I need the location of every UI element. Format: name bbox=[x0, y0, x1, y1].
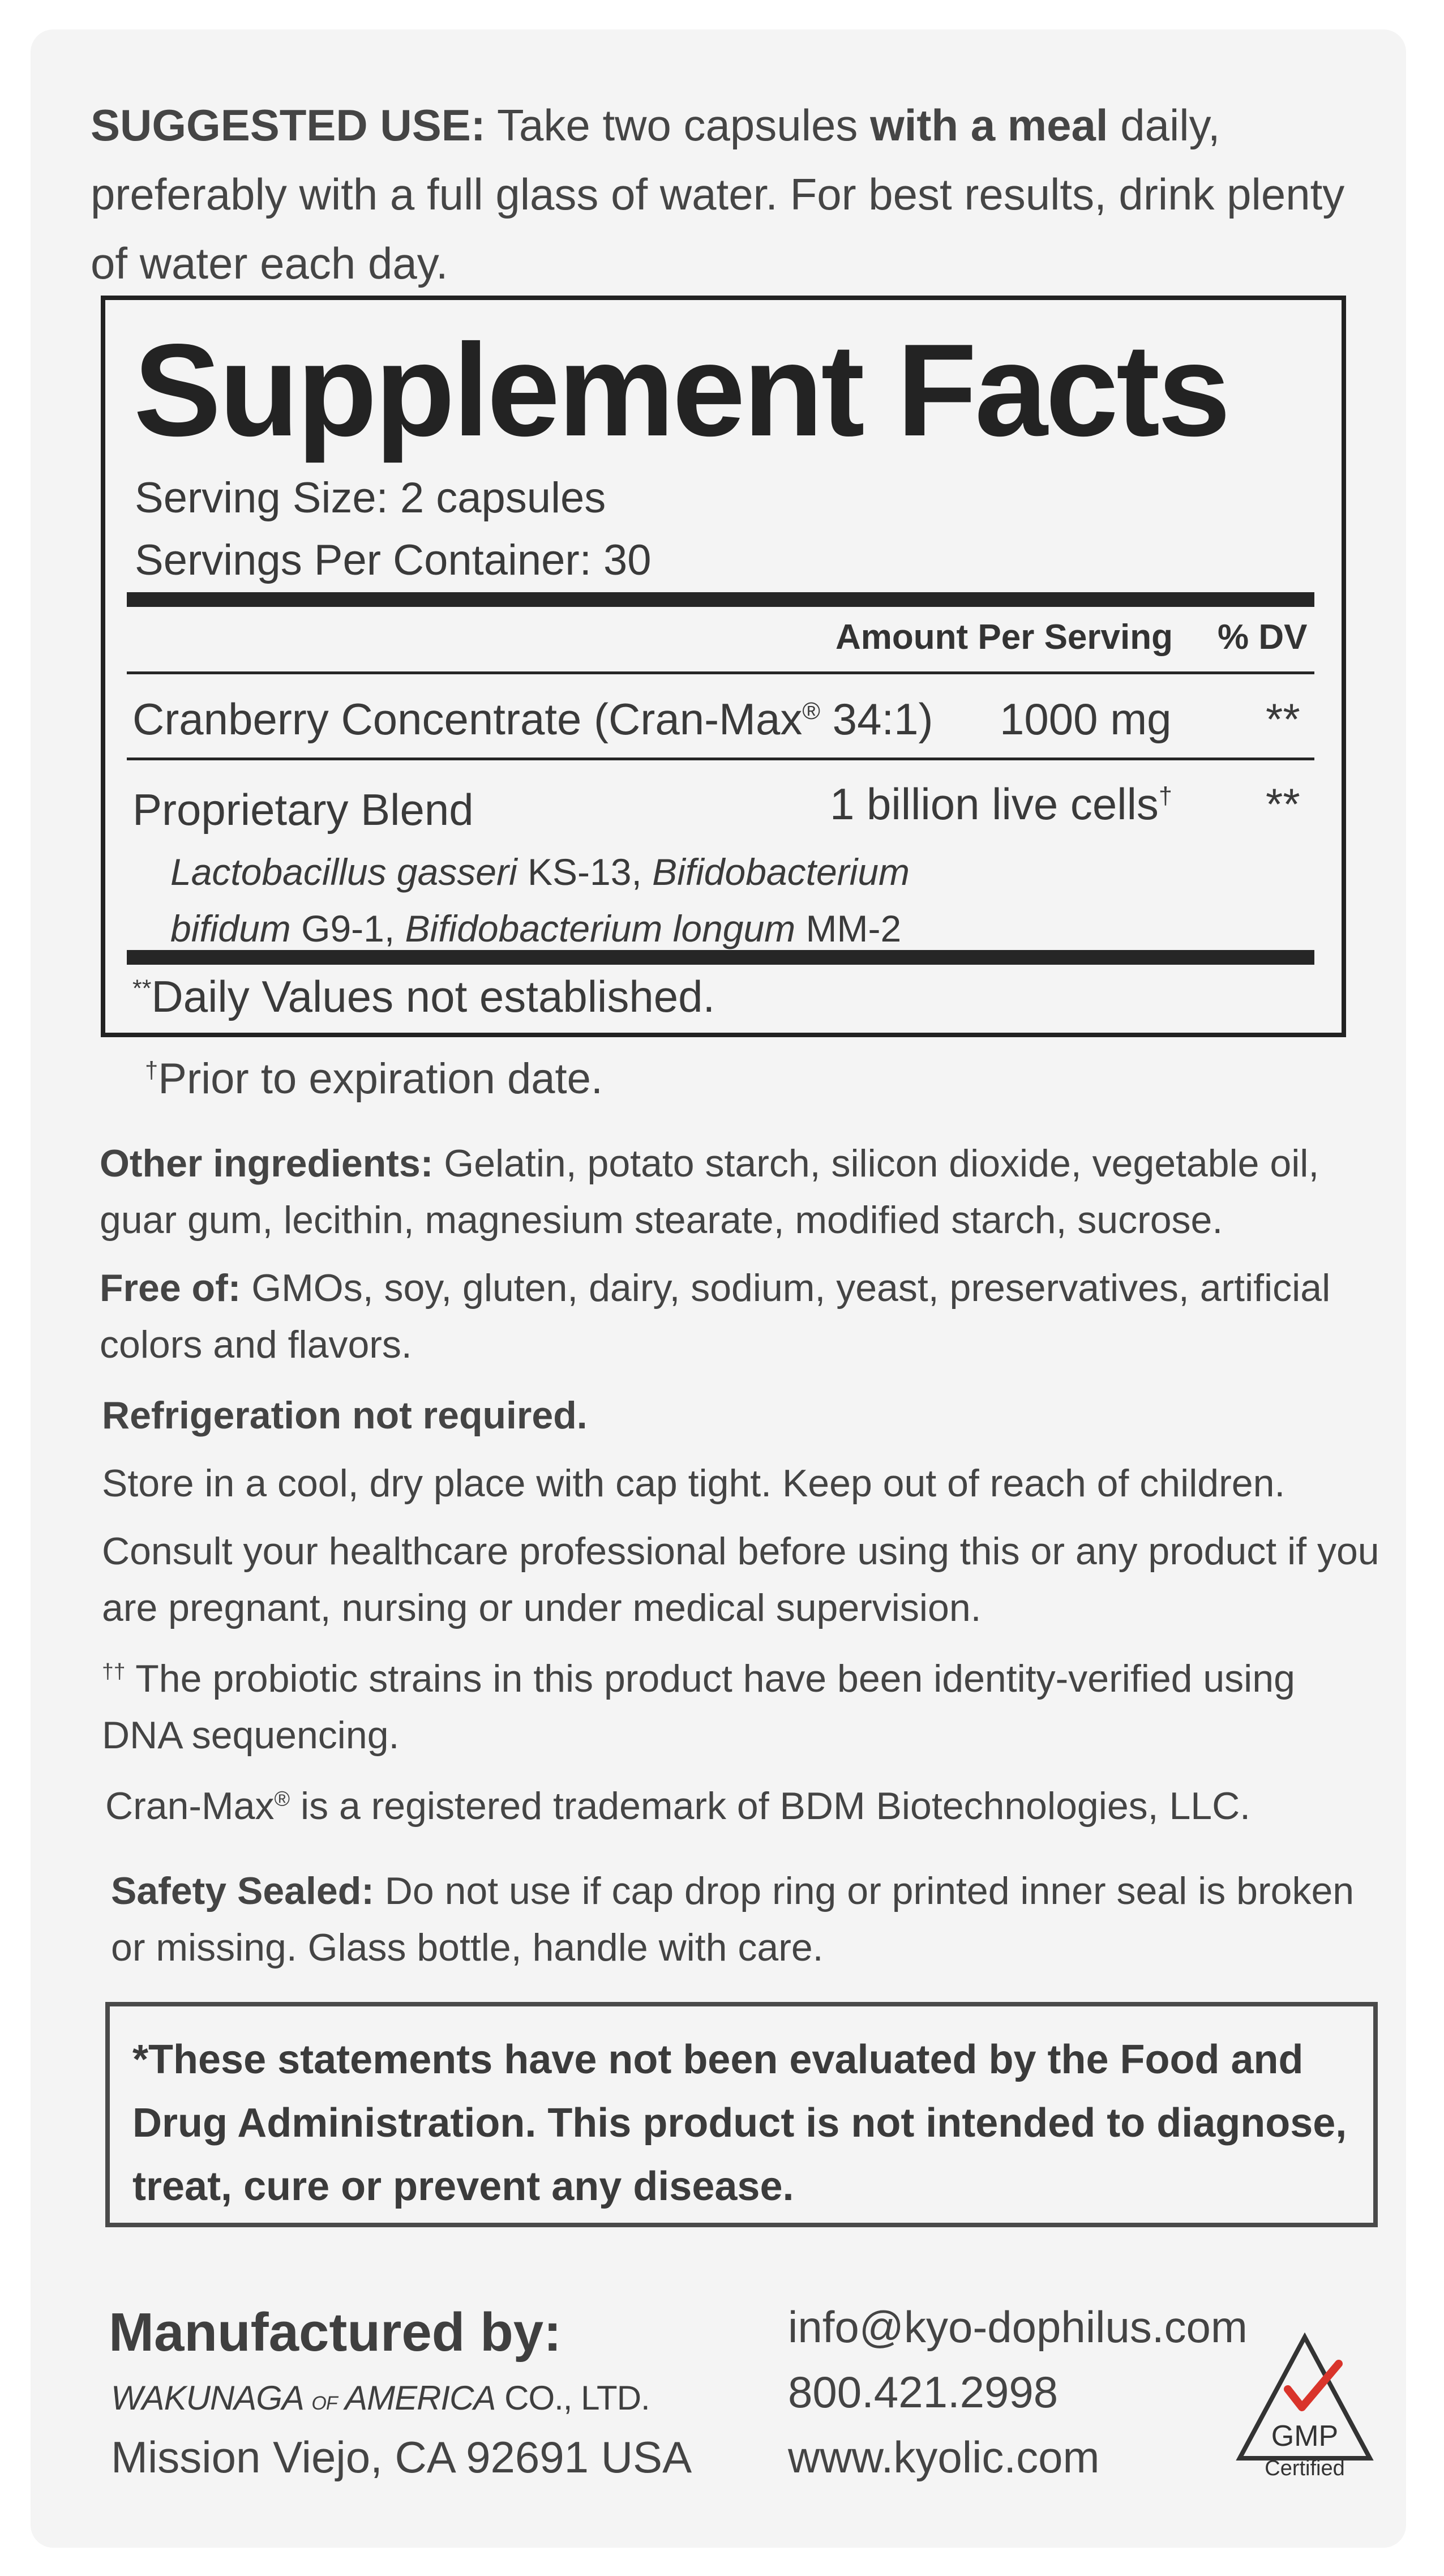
row-blend-amount: 1 billion live cells† bbox=[830, 779, 1172, 829]
manufacturer-company: WAKUNAGA OF AMERICA CO., LTD. bbox=[111, 2379, 650, 2417]
suggested-use-text-2: daily, preferably with a full glass of water. For best results, drink plenty of water each day. bbox=[91, 100, 1345, 288]
suggested-use-text: Take two capsules bbox=[497, 100, 858, 150]
facts-divider-thick bbox=[127, 592, 1314, 607]
probiotic-note: †† The probiotic strains in this product have been identity-verified using DNA sequencing. bbox=[102, 1657, 1295, 1757]
gmp-text: GMP bbox=[1271, 2420, 1339, 2453]
manufacturer-heading: Manufactured by: bbox=[109, 2302, 562, 2363]
row-blend-name: Proprietary Blend bbox=[132, 785, 474, 835]
row-cranberry-name: Cranberry Concentrate (Cran-Max® 34:1) bbox=[132, 694, 933, 744]
serving-size: Serving Size: 2 capsules bbox=[135, 474, 606, 522]
row-cranberry-dv: ** bbox=[1266, 694, 1300, 744]
safety-sealed: Safety Sealed: Do not use if cap drop ring or printed inner seal is broken or missing. Glass bottle, handle with care. bbox=[111, 1869, 1355, 1969]
servings-per-container: Servings Per Container: 30 bbox=[135, 536, 652, 584]
gmp-certified-text: Certified bbox=[1265, 2457, 1345, 2480]
fda-statement-box bbox=[105, 2002, 1378, 2227]
free-of: Free of: GMOs, soy, gluten, dairy, sodium, yeast, preservatives, artificial colors and flavors. bbox=[100, 1266, 1331, 1366]
consult-note: Consult your healthcare professional before using this or any product if you are pregnant, nursing or under medical supervision. bbox=[102, 1530, 1379, 1629]
refrigeration-note: Refrigeration not required. bbox=[102, 1394, 588, 1437]
contact-website[interactable]: www.kyolic.com bbox=[788, 2432, 1100, 2482]
row-blend-dv: ** bbox=[1266, 779, 1300, 829]
manufacturer-address: Mission Viejo, CA 92691 USA bbox=[111, 2432, 692, 2482]
storage-note: Store in a cool, dry place with cap tight. Keep out of reach of children. bbox=[102, 1462, 1286, 1505]
suggested-use-emphasis: with a meal bbox=[870, 100, 1108, 150]
contact-phone[interactable]: 800.421.2998 bbox=[788, 2367, 1059, 2417]
supplement-facts-panel bbox=[101, 296, 1346, 1037]
suggested-use-label: SUGGESTED USE: bbox=[91, 100, 486, 150]
facts-divider-thick bbox=[127, 950, 1314, 965]
trademark-note: Cran-Max® is a registered trademark of BDM Biotechnologies, LLC. bbox=[105, 1785, 1251, 1828]
gmp-certified-logo bbox=[1234, 2333, 1376, 2480]
facts-footnote: **Daily Values not established. bbox=[132, 972, 715, 1021]
facts-divider bbox=[127, 671, 1314, 674]
facts-divider bbox=[127, 758, 1314, 760]
other-ingredients: Other ingredients: Gelatin, potato starch, silicon dioxide, vegetable oil, guar gum, lecithin, magnesium stearate, modified starch, sucrose. bbox=[100, 1142, 1319, 1242]
suggested-use bbox=[91, 91, 1392, 298]
col-header-dv: % DV bbox=[1218, 618, 1308, 657]
row-cranberry-amount: 1000 mg bbox=[1000, 694, 1172, 744]
facts-title: Supplement Facts bbox=[134, 317, 1229, 464]
blend-strains: Lactobacillus gasseri KS-13, Bifidobacterium bifidum G9-1, Bifidobacterium longum MM-2 bbox=[170, 851, 910, 949]
contact-email[interactable]: info@kyo-dophilus.com bbox=[788, 2302, 1248, 2352]
fda-statement: *These statements have not been evaluated by the Food and Drug Administration. This product is not intended to diagnose, treat, cure or prevent any disease. bbox=[132, 2037, 1347, 2209]
dagger-note: †Prior to expiration date. bbox=[145, 1055, 603, 1103]
col-header-amount: Amount Per Serving bbox=[835, 618, 1173, 657]
